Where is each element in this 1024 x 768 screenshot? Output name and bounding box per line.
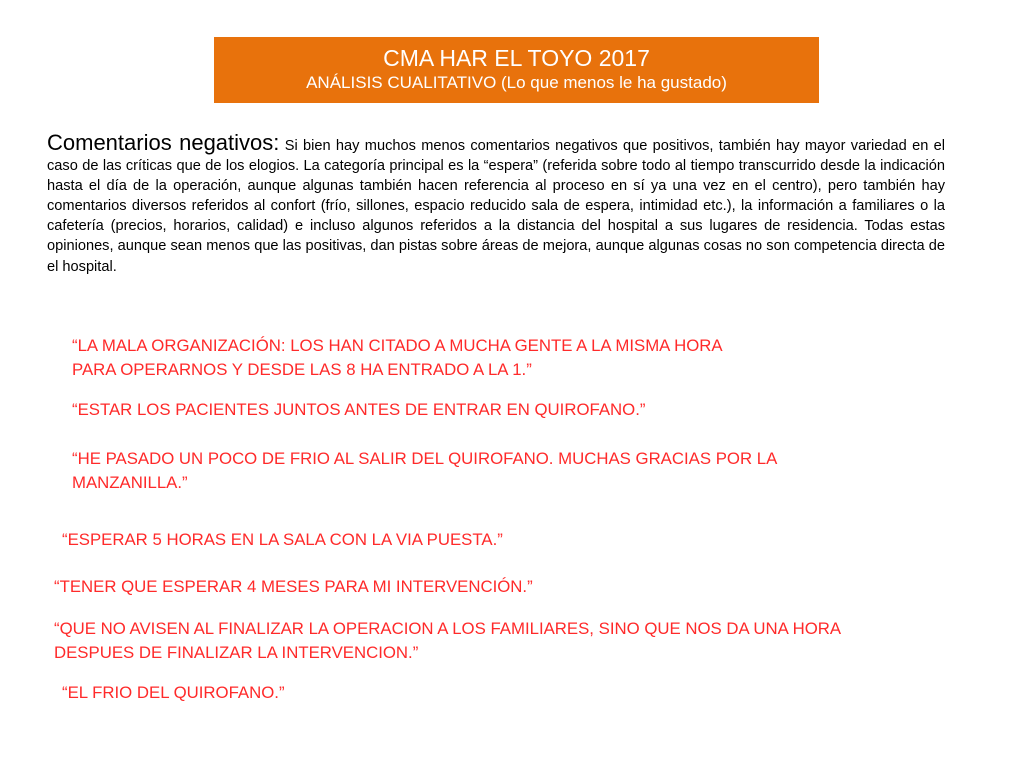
quote-line: “HE PASADO UN POCO DE FRIO AL SALIR DEL QUIROFANO. MUCHAS GRACIAS POR LA <box>72 449 778 468</box>
quote-line: “TENER QUE ESPERAR 4 MESES PARA MI INTERVENCIÓN.” <box>54 577 533 596</box>
quote-line: “ESPERAR 5 HORAS EN LA SALA CON LA VIA PUESTA.” <box>62 530 503 549</box>
quote-line: “QUE NO AVISEN AL FINALIZAR LA OPERACION A LOS FAMILIARES, SINO QUE NOS DA UNA HORA <box>54 619 842 638</box>
title-banner <box>214 37 819 103</box>
summary-text: Si bien hay muchos menos comentarios negativos que positivos, también hay mayor variedad en el caso de las críticas que de los elogios. La categoría principal es la “espera” (referida sobre todo al tiempo transcurrido desde la indicación hasta el día de la operación, aunque algunas también hacen referencia al proceso en sí ya una vez en el centro), pero también hay comentarios diversos referidos al confort (frío, sillones, espacio reducido sala de espera, intimidad etc.), la información a familiares o la cafetería (precios, horarios, calidad) e incluso algunos referidos a la distancia del hospital a sus lugares de residencia. Todas estas opiniones, aunque sean menos que las positivas, dan pistas sobre áreas de mejora, aunque algunas cosas no son competencia directa de el hospital. <box>47 138 945 275</box>
quote-item-7 <box>62 681 285 705</box>
quote-item-5 <box>54 575 533 599</box>
page-title: CMA HAR EL TOYO 2017 <box>383 45 650 71</box>
quote-line: “LA MALA ORGANIZACIÓN: LOS HAN CITADO A MUCHA GENTE A LA MISMA HORA <box>72 336 723 355</box>
quote-line: MANZANILLA.” <box>72 473 188 492</box>
quote-item-6 <box>54 617 841 665</box>
summary-lead: Comentarios negativos: <box>47 130 280 155</box>
summary-paragraph <box>47 130 945 277</box>
quote-item-3 <box>72 447 777 495</box>
page-subtitle: ANÁLISIS CUALITATIVO (Lo que menos le ha gustado) <box>306 73 727 92</box>
quote-line: PARA OPERARNOS Y DESDE LAS 8 HA ENTRADO A LA 1.” <box>72 360 532 379</box>
quote-item-1 <box>72 334 723 382</box>
quote-line: DESPUES DE FINALIZAR LA INTERVENCION.” <box>54 643 419 662</box>
quote-item-4 <box>62 528 503 552</box>
quote-item-2 <box>72 398 645 422</box>
quote-line: “EL FRIO DEL QUIROFANO.” <box>62 683 285 702</box>
quote-line: “ESTAR LOS PACIENTES JUNTOS ANTES DE ENTRAR EN QUIROFANO.” <box>72 400 646 419</box>
